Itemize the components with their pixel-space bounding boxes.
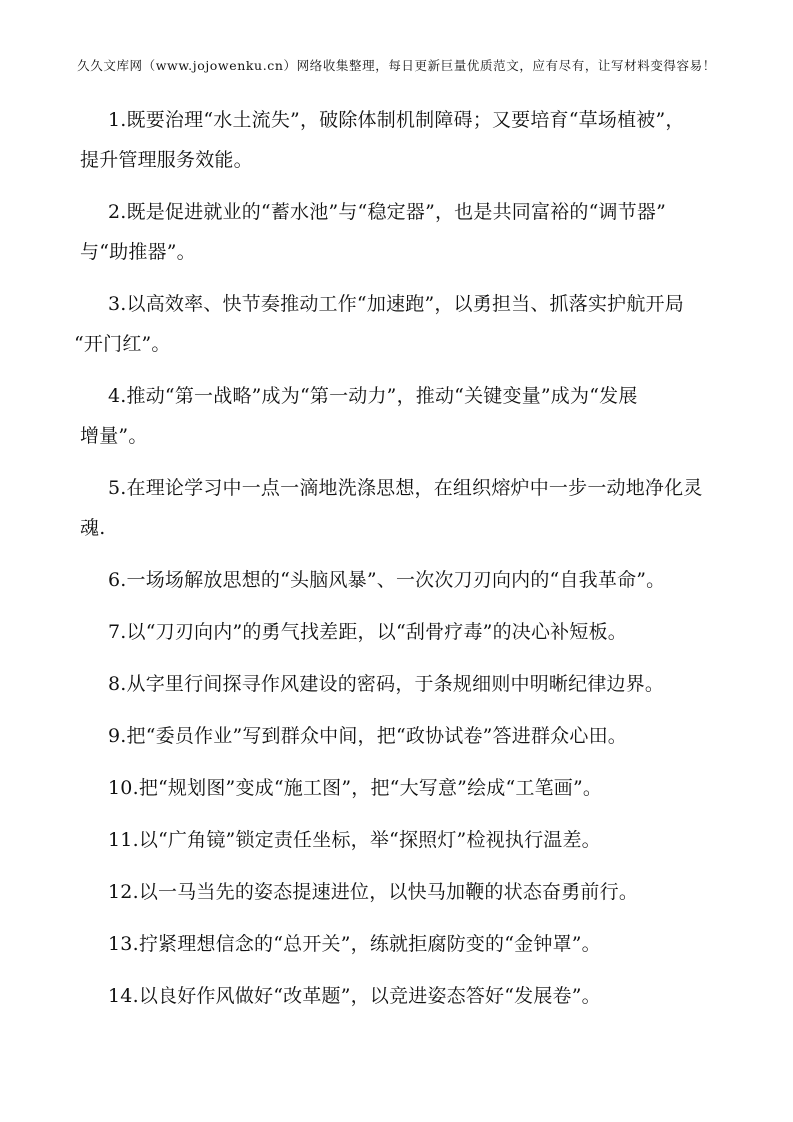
list-item-line: 13.拧紧理想信念的“总开关”，练就拒腐防变的“金钟罩”。 xyxy=(108,933,601,955)
list-item-line: 11.以“广角镜”锁定责任坐标，举“探照灯”检视执行温差。 xyxy=(108,829,601,851)
list-item-line: 14.以良好作风做好“改革题”，以竞进姿态答好“发展卷”。 xyxy=(108,985,601,1007)
list-item-line: 12.以一马当先的姿态提速进位，以快马加鞭的状态奋勇前行。 xyxy=(108,881,639,903)
list-item-line: 提升管理服务效能。 xyxy=(80,149,253,171)
list-item-line: 8.从字里行间探寻作风建设的密码，于条规细则中明晰纪律边界。 xyxy=(108,673,665,695)
list-item-line: 5.在理论学习中一点一滴地洗涤思想，在组织熔炉中一步一动地净化灵 xyxy=(108,477,703,499)
list-item-line: 魂. xyxy=(80,517,106,539)
list-item-line: 2.既是促进就业的“蓄水池”与“稳定器”，也是共同富裕的“调节器” xyxy=(108,201,667,223)
list-item-line: 10.把“规划图”变成“施工图”，把“大写意”绘成“工笔画”。 xyxy=(108,777,603,799)
list-item-line: 1.既要治理“水土流失”，破除体制机制障碍；又要培育“草场植被”， xyxy=(108,109,685,131)
list-item-line: 3.以高效率、快节奏推动工作“加速跑”，以勇担当、抓落实护航开局 xyxy=(108,293,684,315)
list-item-line: “开门红”。 xyxy=(74,333,171,355)
list-item-line: 7.以“刀刃向内”的勇气找差距，以“刮骨疗毒”的决心补短板。 xyxy=(108,621,627,643)
list-item-line: 6.一场场解放思想的“头脑风暴”、一次次刀刃向内的“自我革命”。 xyxy=(108,569,666,591)
list-item-line: 与“助推器”。 xyxy=(80,241,196,263)
list-item-line: 增量”。 xyxy=(80,425,148,447)
list-item-line: 4.推动“第一战略”成为“第一动力”，推动“关键变量”成为“发展 xyxy=(108,385,638,407)
list-item-line: 9.把“委员作业”写到群众中间，把“政协试卷”答进群众心田。 xyxy=(108,725,627,747)
page-header: 久久文库网（www.jojowenku.cn）网络收集整理，每日更新巨量优质范文，应有尽有，让写材料变得容易！ xyxy=(77,58,716,73)
